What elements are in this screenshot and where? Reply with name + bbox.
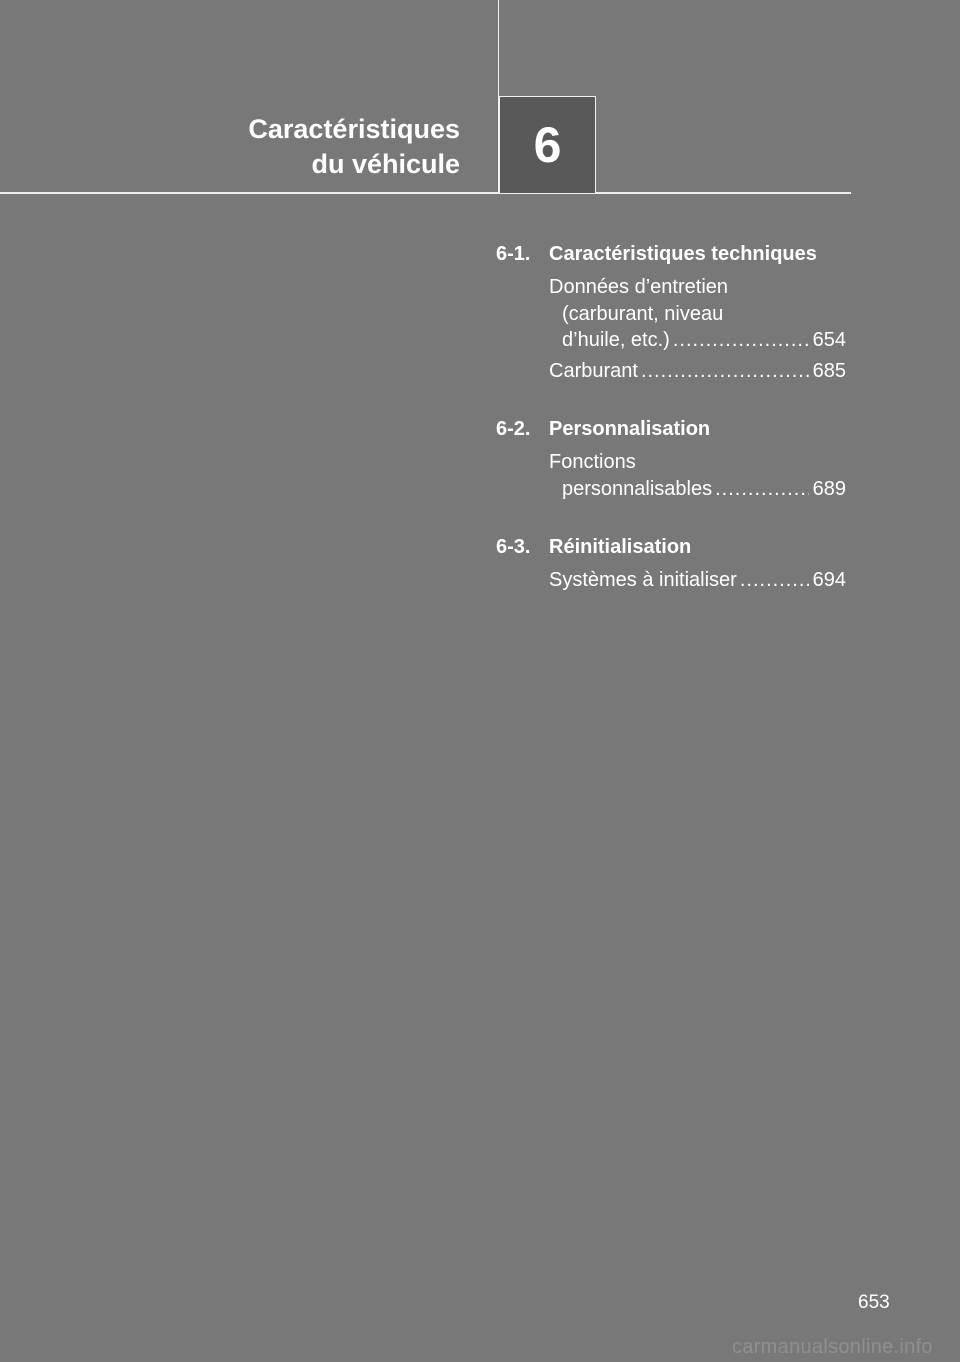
entry-last-line bbox=[549, 327, 846, 354]
section-heading[interactable] bbox=[496, 415, 846, 443]
entry-line: Fonctions bbox=[549, 451, 636, 473]
dot-leader bbox=[673, 327, 809, 354]
toc-section-6-2 bbox=[496, 415, 846, 502]
chapter-number-box bbox=[499, 96, 596, 193]
section-heading[interactable] bbox=[496, 533, 846, 561]
section-title: Réinitialisation bbox=[549, 536, 692, 558]
entry-page-number: 685 bbox=[812, 359, 846, 382]
chapter-number: 6 bbox=[533, 117, 562, 173]
page-number: 653 bbox=[858, 1292, 890, 1313]
toc-entry-donnees-entretien[interactable] bbox=[549, 274, 846, 354]
entry-page-number: 654 bbox=[812, 329, 846, 351]
entry-line: Systèmes à initialiser bbox=[549, 569, 737, 591]
chapter-title bbox=[248, 112, 460, 182]
entry-line: Données d’entretien bbox=[549, 276, 729, 298]
watermark: carmanualsonline.info bbox=[732, 1336, 933, 1358]
chapter-title-line1: Caractéristiques bbox=[248, 114, 460, 144]
section-number: 6-3. bbox=[496, 536, 531, 558]
section-number: 6-1. bbox=[496, 243, 531, 265]
toc-section-6-1 bbox=[496, 240, 846, 384]
entry-last-line bbox=[549, 567, 846, 594]
header-horizontal-rule bbox=[0, 192, 851, 194]
section-number: 6-2. bbox=[496, 418, 531, 440]
toc-entry-carburant[interactable] bbox=[549, 358, 846, 385]
chapter-title-line2: du véhicule bbox=[311, 149, 460, 179]
dot-leader bbox=[641, 358, 809, 385]
toc-entry-systemes-initialiser[interactable] bbox=[549, 567, 846, 594]
dot-leader bbox=[715, 476, 809, 503]
entry-last-line bbox=[549, 476, 846, 503]
dot-leader bbox=[740, 567, 809, 594]
entry-line: Carburant bbox=[549, 359, 638, 382]
entry-line: (carburant, niveau bbox=[562, 302, 724, 325]
section-title: Caractéristiques techniques bbox=[549, 243, 817, 265]
table-of-contents bbox=[496, 240, 846, 625]
entry-page-number: 689 bbox=[812, 477, 846, 500]
entry-last-line bbox=[549, 358, 846, 385]
entry-line: d’huile, etc.) bbox=[562, 329, 670, 351]
toc-entry-fonctions-personnalisables[interactable] bbox=[549, 449, 846, 502]
toc-section-6-3 bbox=[496, 533, 846, 594]
section-heading[interactable] bbox=[496, 240, 846, 268]
section-title: Personnalisation bbox=[549, 418, 711, 440]
entry-page-number: 694 bbox=[812, 569, 846, 591]
entry-line: personnalisables bbox=[562, 477, 713, 500]
